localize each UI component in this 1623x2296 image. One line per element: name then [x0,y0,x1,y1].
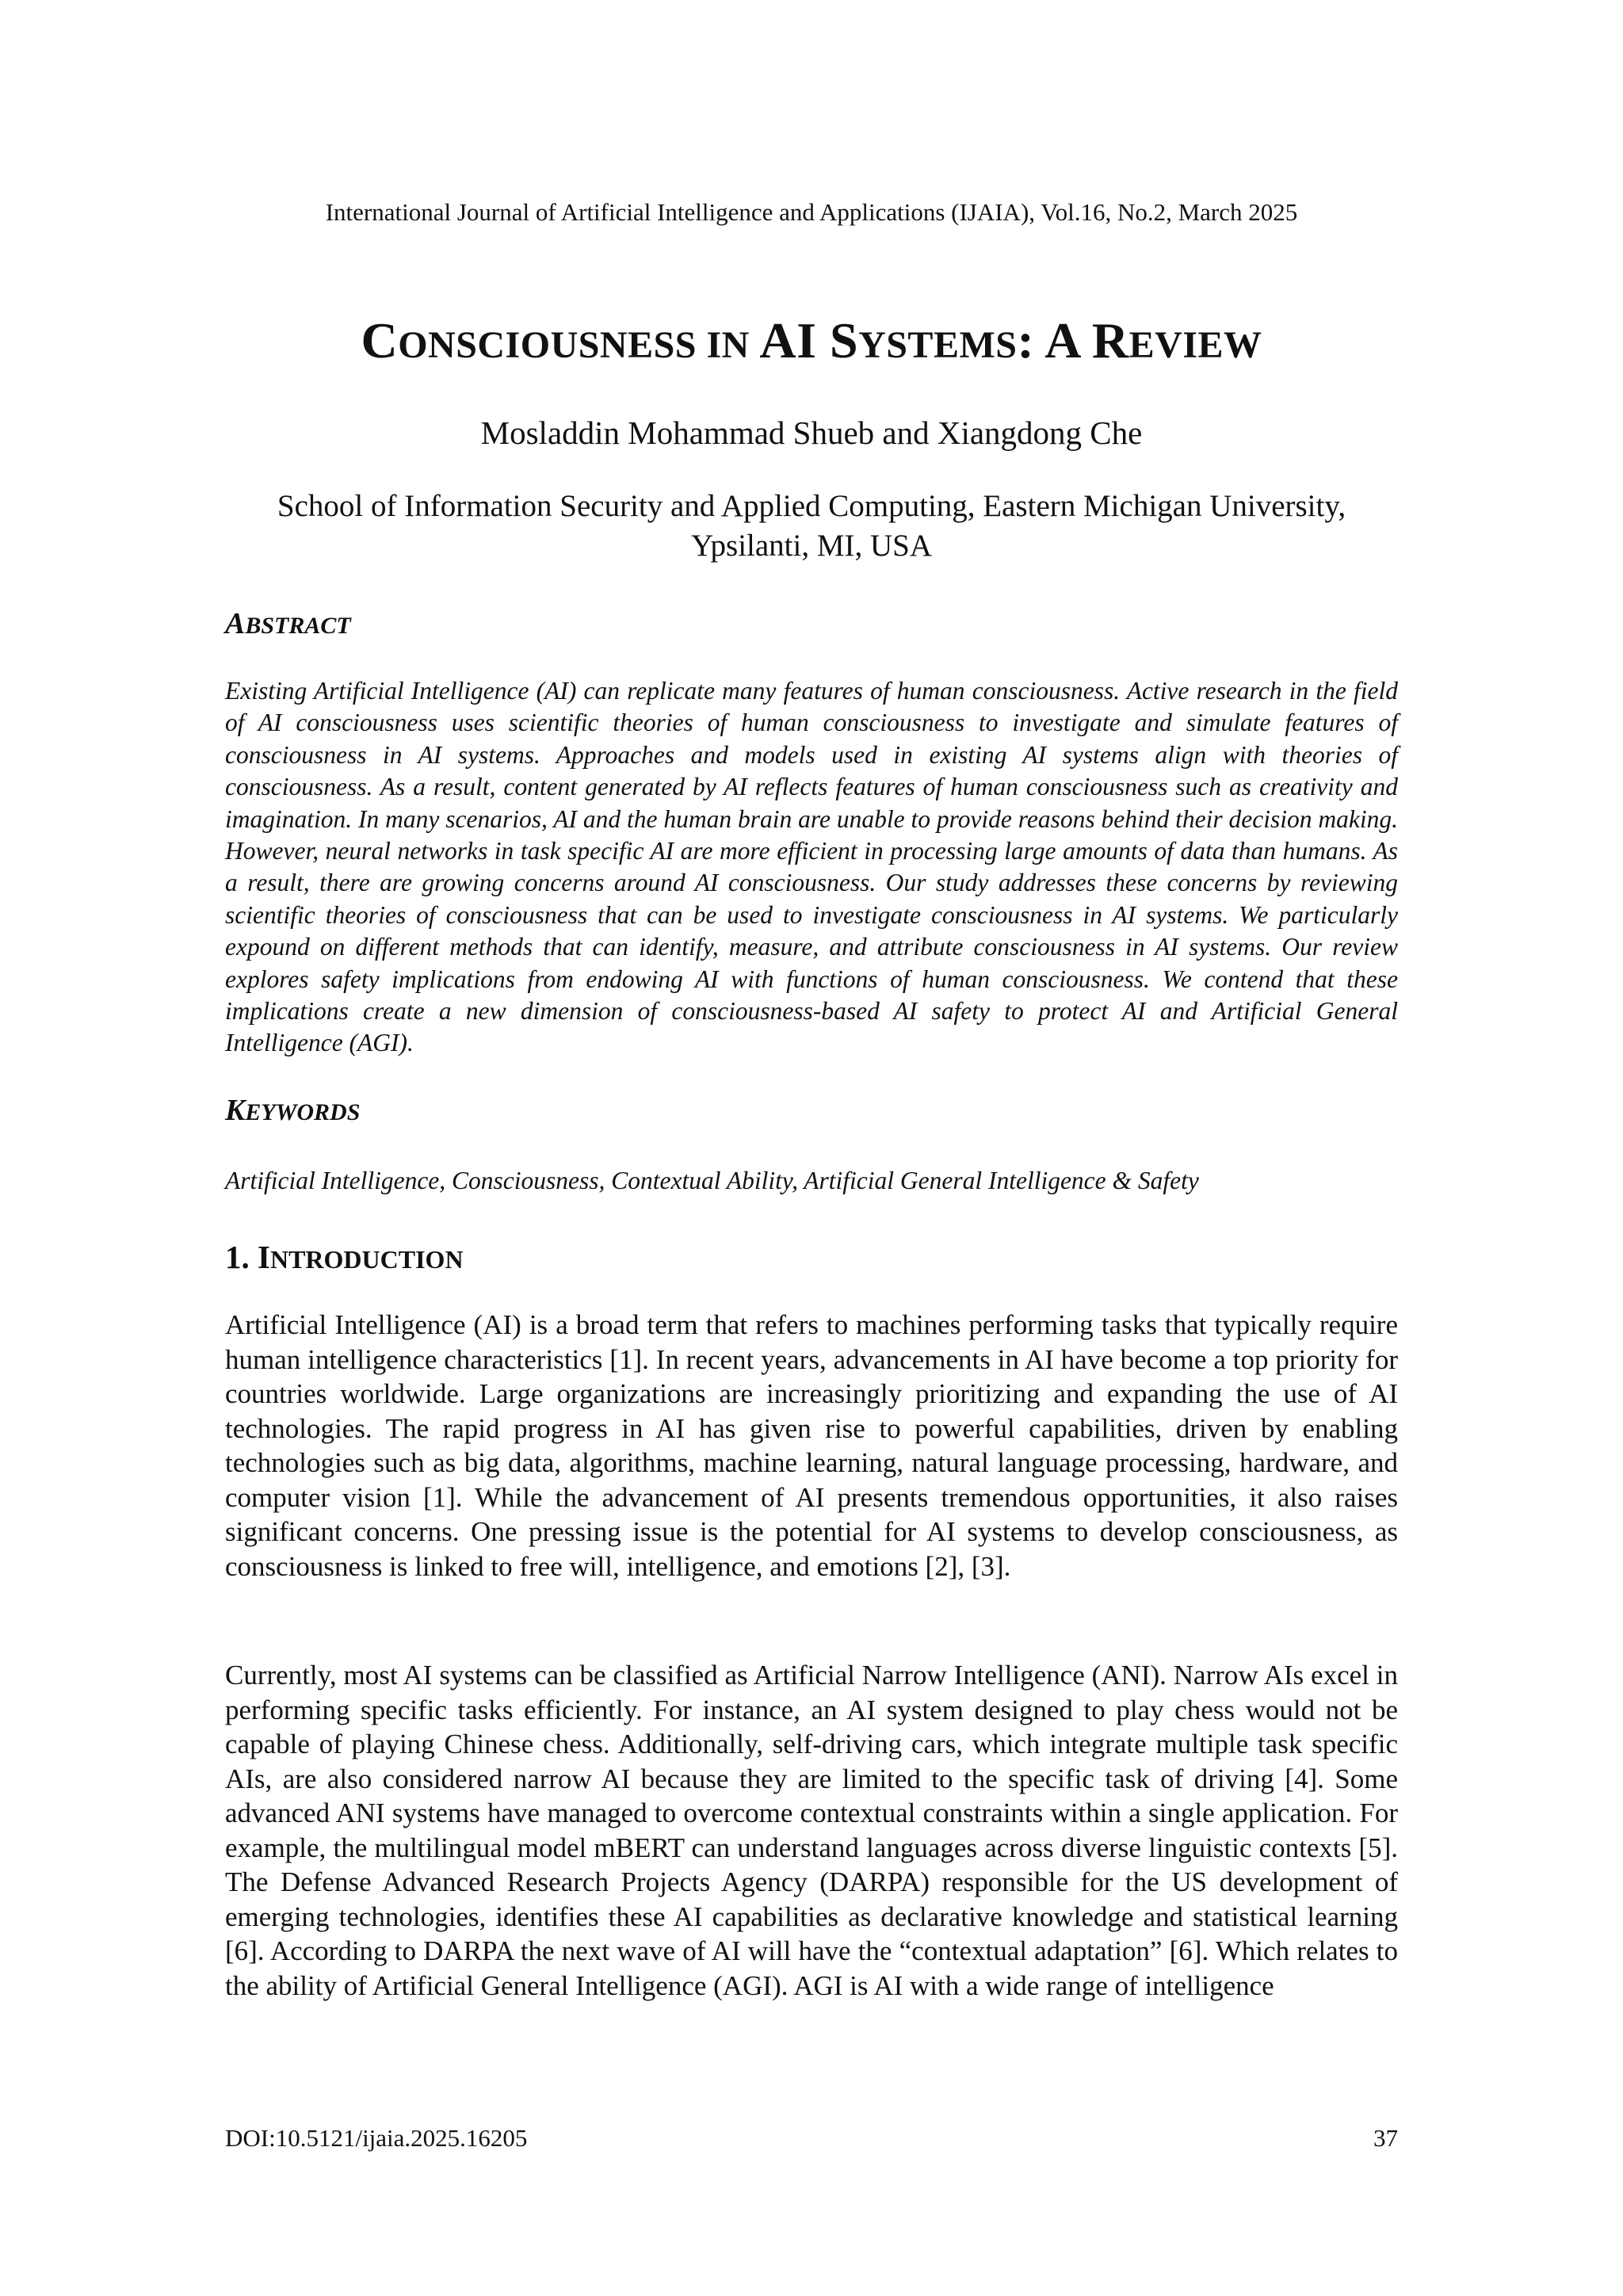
heading-prefix: 1. I [225,1239,270,1275]
affiliation-line: School of Information Security and Applied Computing, Eastern Michigan University, [277,489,1346,523]
authors: Mosladdin Mohammad Shueb and Xiangdong Che [480,415,1143,451]
title-cap: : A R [1017,312,1129,369]
running-header: International Journal of Artificial Intelligence and Applications (IJAIA), Vol.16, No.2, March 2025 [325,198,1298,226]
footer-doi: DOI:10.5121/ijaia.2025.16205 [225,2124,528,2152]
page-number: 37 [1373,2124,1398,2152]
title-cap: C [361,312,399,369]
heading-cap: A [225,607,246,640]
heading-small-caps: NTRODUCTION [269,1245,464,1274]
abstract-text: Existing Artificial Intelligence (AI) can replicate many features of human consciousness. Active research in the field of AI consciousness uses scientific theories of human consciousness to investigate and simulate features of consciousness in AI systems. Approaches and models used in existing AI systems align with theories of consciousness. As a result, content generated by AI reflects features of human consciousness such as creativity and imagination. In many scenarios, AI and the human brain are unable to provide reasons behind their decision making. However, neural networks in task specific AI are more efficient in processing large amounts of data than humans. As a result, there are growing concerns around AI consciousness. Our study addresses these concerns by reviewing scientific theories of consciousness that can be used to investigate consciousness in AI systems. We particularly expound on different methods that can identify, measure, and attribute consciousness in AI systems. Our review explores safety implications from endowing AI with functions of human consciousness. We contend that these implications create a new dimension of consciousness-based AI safety to protect AI and Artificial General Intelligence (AGI). [225,677,1398,1057]
heading-small-caps: EYWORDS [245,1099,361,1125]
title-small-caps: ONSCIOUSNESS IN [398,324,760,366]
body-paragraph: Artificial Intelligence (AI) is a broad term that refers to machines performing tasks that typically require human intelligence characteristics [1]. In recent years, advancements in AI have become a top priority for countries worldwide. Large organizations are increasingly prioritizing and expanding the use of AI technologies. The rapid progress in AI has given rise to powerful capabilities, driven by enabling technologies such as big data, algorithms, machine learning, natural language processing, hardware, and computer vision [1]. While the advancement of AI presents tremendous opportunities, it also raises significant concerns. One pressing issue is the potential for AI systems to develop consciousness, as consciousness is linked to free will, intelligence, and emotions [2], [3]. [225,1309,1398,1582]
title-small-caps: YSTEMS [858,324,1018,366]
affiliation [190,487,1433,566]
keywords-text: Artificial Intelligence, Consciousness, Contextual Ability, Artificial General Intelligence & Safety [225,1167,1199,1194]
heading-cap: K [225,1094,246,1127]
abstract-heading [225,604,351,646]
title-cap: AI S [759,312,859,369]
keywords-heading [225,1091,360,1133]
title-small-caps: EVIEW [1128,324,1262,366]
body-paragraph: Currently, most AI systems can be classified as Artificial Narrow Intelligence (ANI). Narrow AIs excel in performing specific tasks efficiently. For instance, an AI system designed to play chess would not be capable of playing Chinese chess. Additionally, self-driving cars, which integrate multiple task specific AIs, are also considered narrow AI because they are limited to the specific task of driving [4]. Some advanced ANI systems have managed to overcome contextual constraints within a single application. For example, the multilingual model mBERT can understand languages across diverse linguistic contexts [5]. The Defense Advanced Research Projects Agency (DARPA) responsible for the US development of emerging technologies, identifies these AI capabilities as declarative knowledge and statistical learning [6]. According to DARPA the next wave of AI will have the “contextual adaptation” [6]. Which relates to the ability of Artificial General Intelligence (AGI). AGI is AI with a wide range of intelligence [225,1660,1398,2001]
paper-title [0,309,1623,377]
introduction-heading [225,1235,464,1282]
heading-small-caps: BSTRACT [245,613,351,639]
affiliation-line: Ypsilanti, MI, USA [690,529,933,563]
